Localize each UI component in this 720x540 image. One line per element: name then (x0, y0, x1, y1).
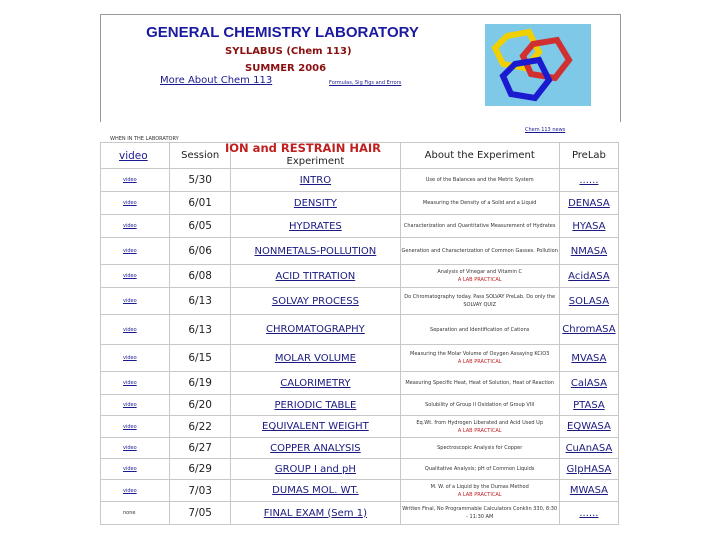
lab-practical-note: A LAB PRACTICAL (457, 427, 502, 434)
video-link[interactable]: video (101, 265, 170, 288)
experiment-link[interactable]: PERIODIC TABLE (231, 395, 400, 416)
table-row (101, 438, 619, 459)
header-session: Session (170, 143, 231, 169)
page-title: GENERAL CHEMISTRY LABORATORY (146, 24, 419, 41)
prelab-link[interactable]: ...... (559, 502, 618, 525)
video-link[interactable]: video (101, 395, 170, 416)
experiment-link[interactable]: DENSITY (231, 192, 400, 215)
experiment-link[interactable]: NONMETALS-POLLUTION (231, 238, 400, 265)
experiment-description (400, 502, 559, 525)
description-text: Eq.Wt. from Hydrogen Liberated and Acid Used Up (416, 419, 544, 426)
experiment-link[interactable]: INTRO (231, 169, 400, 192)
table-row (101, 192, 619, 215)
table-row (101, 238, 619, 265)
logo-image (485, 24, 591, 106)
session-date: 6/19 (170, 372, 231, 395)
session-date: 7/03 (170, 480, 231, 502)
experiment-link[interactable]: CHROMATOGRAPHY (231, 315, 400, 345)
prelab-link[interactable]: PTASA (559, 395, 618, 416)
experiment-description (400, 345, 559, 372)
table-row (101, 372, 619, 395)
table-row (101, 315, 619, 345)
session-date: 6/06 (170, 238, 231, 265)
experiment-link[interactable]: ACID TITRATION (231, 265, 400, 288)
description-text: Spectroscopic Analysis for Copper (437, 445, 523, 451)
video-link[interactable]: video (101, 215, 170, 238)
prelab-link[interactable]: MVASA (559, 345, 618, 372)
session-date: 6/08 (170, 265, 231, 288)
experiment-description (400, 480, 559, 502)
table-row (101, 395, 619, 416)
description-text: Written Final, No Programmable Calculators Conklin 330, 8:30 - 11:30 AM (402, 506, 558, 520)
video-link[interactable]: video (101, 459, 170, 480)
description-text: Characterization and Quantitative Measurement of Hydrates (403, 223, 556, 229)
experiment-link[interactable]: HYDRATES (231, 215, 400, 238)
prelab-link[interactable]: EQWASA (559, 416, 618, 438)
prelab-link[interactable]: HYASA (559, 215, 618, 238)
session-date: 6/13 (170, 315, 231, 345)
prelab-link[interactable]: CalASA (559, 372, 618, 395)
experiment-description (400, 315, 559, 345)
experiment-link[interactable]: MOLAR VOLUME (231, 345, 400, 372)
description-text: Solubility of Group II Oxidation of Group VIII (425, 402, 535, 408)
session-date: 6/05 (170, 215, 231, 238)
video-link[interactable]: video (101, 192, 170, 215)
formulas-link[interactable]: Formulas, Sig Figs and Errors (329, 80, 402, 86)
experiment-link[interactable]: COPPER ANALYSIS (231, 438, 400, 459)
header-experiment: Experiment (231, 143, 400, 169)
prelab-link[interactable]: AcidASA (559, 265, 618, 288)
table-row (101, 480, 619, 502)
experiment-description (400, 459, 559, 480)
lab-practical-note: A LAB PRACTICAL (457, 277, 502, 283)
description-text: Measuring Specific Heat, Heat of Solution, Heat of Reaction (405, 380, 555, 386)
prelab-link[interactable]: DENASA (559, 192, 618, 215)
description-text: Measuring the Density of a Solid and a Liquid (422, 200, 537, 206)
experiment-link[interactable]: EQUIVALENT WEIGHT (231, 416, 400, 438)
session-date: 6/01 (170, 192, 231, 215)
when-label: WHEN IN THE LABORATORY (110, 136, 179, 142)
table-row (101, 416, 619, 438)
video-link[interactable]: video (101, 345, 170, 372)
table-row (101, 265, 619, 288)
video-link[interactable]: video (101, 169, 170, 192)
experiment-link[interactable]: CALORIMETRY (231, 372, 400, 395)
experiment-link[interactable]: GROUP I and pH (231, 459, 400, 480)
experiment-link[interactable]: FINAL EXAM (Sem 1) (231, 502, 400, 525)
syllabus-label: SYLLABUS (Chem 113) (225, 46, 352, 57)
table-row (101, 459, 619, 480)
prelab-link[interactable]: MWASA (559, 480, 618, 502)
description-text: Measuring the Molar Volume of Oxygen Assaying KClO3 (410, 351, 550, 357)
session-date: 6/27 (170, 438, 231, 459)
description-text: Qualitative Analysis; pH of Common Liquids (424, 466, 535, 472)
session-date: 6/13 (170, 288, 231, 315)
video-link[interactable]: video (101, 416, 170, 438)
description-text: M. W. of a Liquid by the Dumas Method (430, 483, 529, 490)
description-text: Analysis of Vinegar and Vitamin C (437, 269, 523, 275)
experiment-description (400, 169, 559, 192)
news-link[interactable]: Chem 113 news (525, 127, 566, 133)
experiment-description (400, 215, 559, 238)
video-link[interactable]: video (101, 315, 170, 345)
experiment-description (400, 372, 559, 395)
hexagon-logo-icon (485, 24, 591, 106)
prelab-link[interactable]: NMASA (559, 238, 618, 265)
video-link[interactable]: video (101, 480, 170, 502)
description-text: Generation and Characterization of Common Gasses. Pollution (401, 248, 558, 254)
video-link[interactable]: video (101, 372, 170, 395)
experiment-description (400, 238, 559, 265)
experiment-description (400, 438, 559, 459)
session-date: 6/15 (170, 345, 231, 372)
prelab-link[interactable]: SOLASA (559, 288, 618, 315)
video-link[interactable]: video (101, 238, 170, 265)
experiment-description (400, 395, 559, 416)
prelab-link[interactable]: ChromASA (559, 315, 618, 345)
experiment-description (400, 288, 559, 315)
more-about-link[interactable]: More About Chem 113 (160, 75, 273, 86)
prelab-link[interactable]: CuAnASA (559, 438, 618, 459)
prelab-link[interactable]: GIpHASA (559, 459, 618, 480)
term-label: SUMMER 2006 (245, 63, 327, 74)
prelab-link[interactable]: ...... (559, 169, 618, 192)
session-date: 5/30 (170, 169, 231, 192)
table-row (101, 345, 619, 372)
header-prelab: PreLab (559, 143, 618, 169)
safety-banner: ION and RESTRAIN HAIR (225, 141, 382, 155)
video-link: none (101, 502, 170, 525)
table-row (101, 502, 619, 525)
syllabus-table (100, 142, 619, 525)
experiment-description (400, 265, 559, 288)
lab-practical-note: A LAB PRACTICAL (457, 491, 502, 498)
table-row (101, 169, 619, 192)
session-date: 7/05 (170, 502, 231, 525)
description-text: Do Chromatography today. Pass SOLVAY PreLab. Do only the SOLVAY QUIZ (404, 294, 556, 308)
table-row (101, 215, 619, 238)
session-date: 6/20 (170, 395, 231, 416)
experiment-description (400, 192, 559, 215)
video-link[interactable]: video (101, 438, 170, 459)
session-date: 6/22 (170, 416, 231, 438)
video-link[interactable]: video (101, 288, 170, 315)
experiment-link[interactable]: DUMAS MOL. WT. (231, 480, 400, 502)
description-text: Separation and Identification of Cations (430, 326, 530, 333)
session-date: 6/29 (170, 459, 231, 480)
experiment-link[interactable]: SOLVAY PROCESS (231, 288, 400, 315)
description-text: Use of the Balances and the Metric System (425, 177, 534, 183)
table-row (101, 288, 619, 315)
lab-practical-note: A LAB PRACTICAL (457, 359, 502, 365)
experiment-description (400, 416, 559, 438)
header-video: video (101, 143, 170, 169)
header-about: About the Experiment (400, 143, 559, 169)
